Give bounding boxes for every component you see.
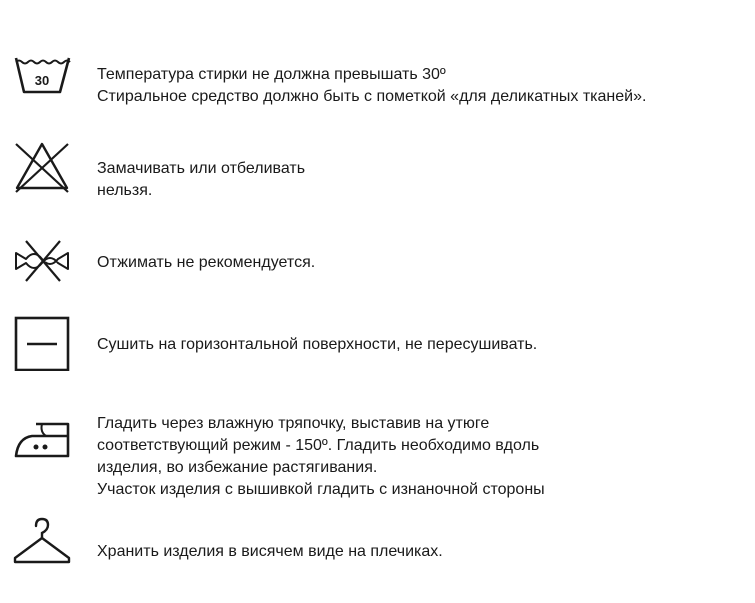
wash-line-2: Стиральное средство должно быть с пометкой «для деликатных тканей». <box>97 88 647 105</box>
do-not-bleach-icon <box>12 138 72 194</box>
dry-line-1: Сушить на горизонтальной поверхности, не пересушивать. <box>97 336 538 353</box>
wring-text <box>97 252 315 274</box>
wash-temp-label: 30 <box>34 73 50 88</box>
bleach-text <box>97 158 305 202</box>
iron-line-1: Гладить через влажную тряпочку, выставив на утюге <box>97 415 490 432</box>
hang-dry-hanger-icon <box>12 516 72 572</box>
wash-30-icon <box>12 50 72 106</box>
iron-line-2: соответствующий режим - 150º. Гладить необходимо вдоль <box>97 437 540 454</box>
wring-line-1: Отжимать не рекомендуется. <box>97 254 316 271</box>
bleach-line-2: нельзя. <box>97 182 153 199</box>
dry-flat-icon <box>12 315 72 371</box>
iron-medium-icon <box>12 412 72 468</box>
iron-line-3: изделия, во избежание растягивания. <box>97 459 378 476</box>
iron-line-4: Участок изделия с вышивкой гладить с изнаночной стороны <box>97 481 545 498</box>
dry-text <box>97 334 537 356</box>
hanger-text <box>97 541 443 563</box>
do-not-wring-icon <box>12 233 72 289</box>
wash-line-1: Температура стирки не должна превышать 30º <box>97 66 446 83</box>
bleach-line-1: Замачивать или отбеливать <box>97 160 306 177</box>
iron-text <box>97 413 545 501</box>
wash-text <box>97 64 646 108</box>
hanger-line-1: Хранить изделия в висячем виде на плечиках. <box>97 543 443 560</box>
